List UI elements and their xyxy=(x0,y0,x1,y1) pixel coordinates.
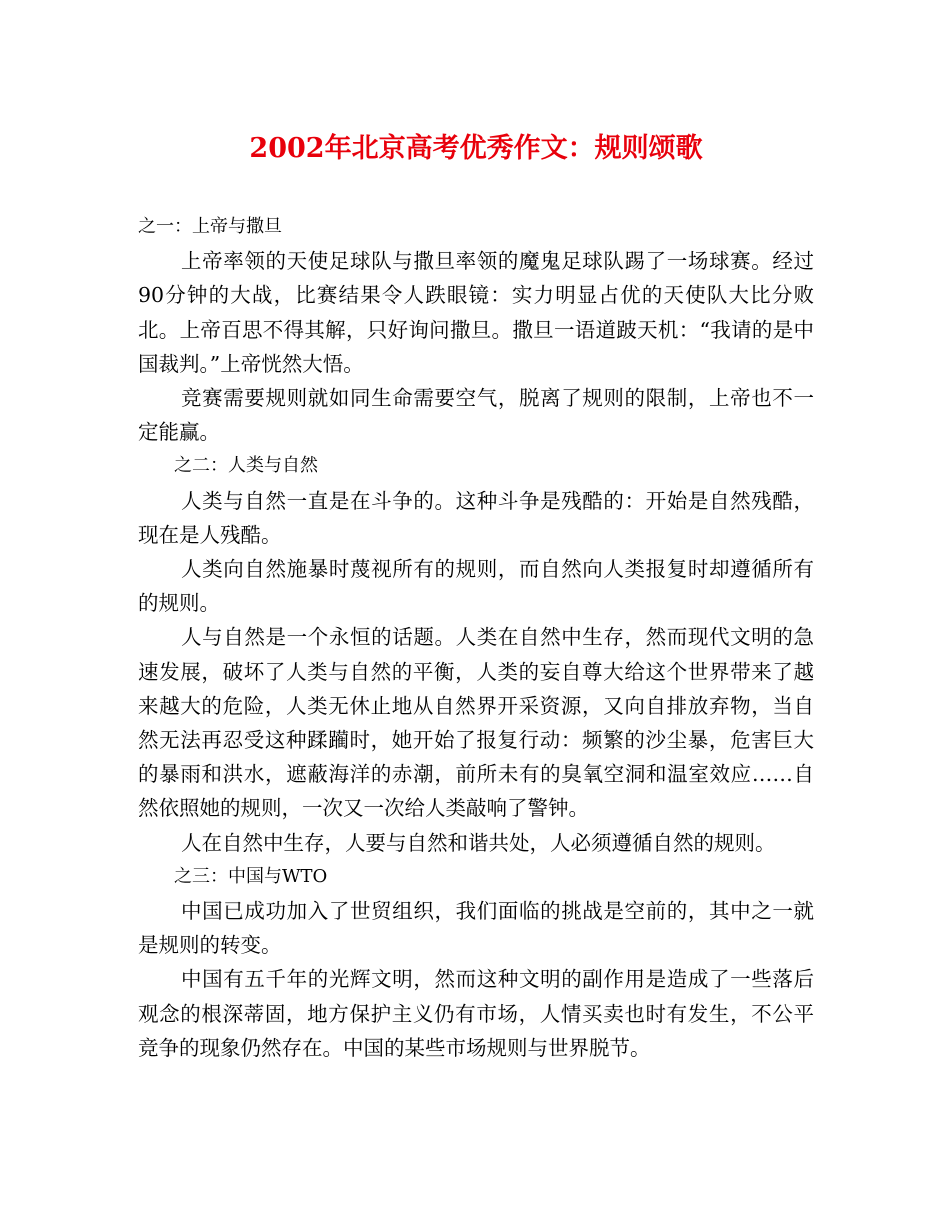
paragraph: 人与自然是一个永恒的话题。人类在自然中生存，然而现代文明的急速发展，破坏了人类与自然的平衡，人类的妄自尊大给这个世界带来了越来越大的危险，人类无休止地从自然界开采资源，又向自排放弃物，当自然无法再忍受这种蹂躏时，她开始了报复行动：频繁的沙尘暴，危害巨大的暴雨和洪水，遮蔽海洋的赤潮，前所未有的臭氧空洞和温室效应……自然依照她的规则，一次又一次给人类敲响了警钟。 xyxy=(138,625,814,821)
document-title: 2002年北京高考优秀作文：规则颂歌 xyxy=(249,133,703,164)
section-heading: 之二：人类与自然 xyxy=(174,455,318,477)
paragraph: 人类向自然施暴时蔑视所有的规则，而自然向人类报复时却遵循所有的规则。 xyxy=(138,557,814,616)
paragraph: 上帝率领的天使足球队与撒旦率领的魔鬼足球队踢了一场球赛。经过90分钟的大战，比赛结果令人跌眼镜：实力明显占优的天使队大比分败北。上帝百思不得其解，只好询问撒旦。撒旦一语道跛天机：“我请的是中国裁判。”上帝恍然大悟。 xyxy=(138,249,814,376)
paragraph: 中国有五千年的光辉文明，然而这种文明的副作用是造成了一些落后观念的根深蒂固，地方保护主义仍有市场，人情买卖也时有发生，不公平竞争的现象仍然存在。中国的某些市场规则与世界脱节。 xyxy=(138,967,814,1060)
paragraph: 竞赛需要规则就如同生命需要空气，脱离了规则的限制，上帝也不一定能赢。 xyxy=(138,386,814,445)
document-content xyxy=(138,128,814,1065)
section-heading: 之三：中国与WTO xyxy=(174,865,328,887)
section-heading: 之一：上帝与撒旦 xyxy=(138,216,282,237)
paragraph: 人在自然中生存，人要与自然和谐共处，人必须遵循自然的规则。 xyxy=(181,830,776,855)
paragraph: 人类与自然一直是在斗争的。这种斗争是残酷的：开始是自然残酷，现在是人残酷。 xyxy=(138,488,814,547)
document-body xyxy=(138,210,814,1065)
paragraph: 中国已成功加入了世贸组织，我们面临的挑战是空前的，其中之一就是规则的转变。 xyxy=(138,899,814,958)
